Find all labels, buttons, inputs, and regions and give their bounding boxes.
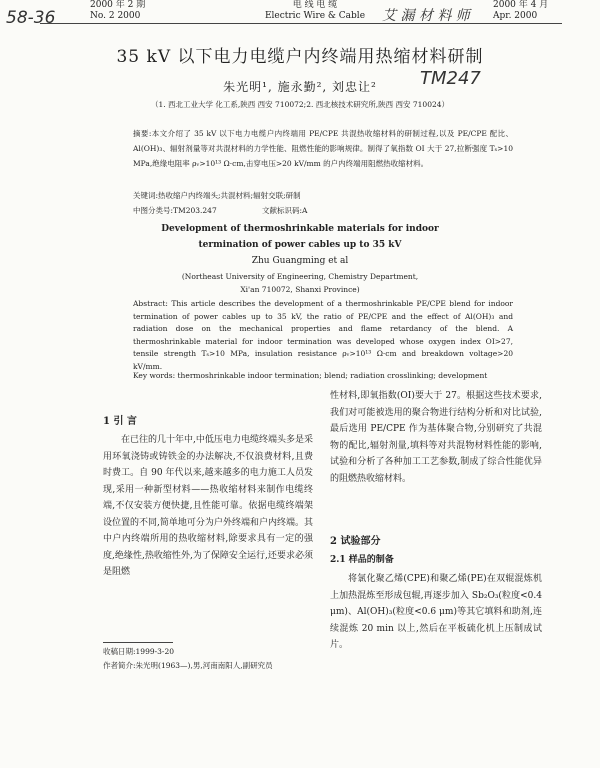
header-year-issue: 2000 年 2 期 [90, 0, 146, 10]
keywords-cn: 关键词:热收缩户内终端头;共混材料;辐射交联;研制 [133, 191, 301, 200]
section1-body: 在已往的几十年中,中低压电力电缆终端头多是采用环氧浇铸或铸铁金的办法解决,不仅浪费材料,且费时费工。自 90 年代以来,越来越多的电力施工人员发现,采用一种新型材料——热收缩材料来制作电缆终端,不仅安装方便快捷,且性能可靠。依据电缆终端架设位置的不同,简单地可分为户外终端和户内终端。其中户内终端所用的热收缩材料,除要求具有一定的强度,绝缘性,热收缩性外,为了保障安全运行,还要求必须是阻燃 [103, 435, 313, 577]
paper-title: 35 kV 以下电力电缆户内终端用热缩材料研制 [116, 47, 484, 67]
affiliation-en-line2: Xi'an 710072, Shanxi Province) [240, 285, 360, 294]
section21-heading: 2.1 样品的制备 [330, 555, 394, 565]
abstract-cn: 摘要:本文介绍了 35 kV 以下电力电缆户内终端用 PE/CPE 共混热收缩材料的研制过程,以及 PE/CPE 配比、Al(OH)₃、辐射剂量等对共混材料的力学性能、阻燃性能的影响规律。制得了氧指数 OI 大于 27,拉断强度 Tₛ>10 MPa,绝缘电阻率 ρᵥ>10¹³ Ω·cm,击穿电压>20 kV/mm 的户内终端用阻燃热收缩材料。 [133, 129, 513, 168]
section2-heading: 2 试验部分 [330, 536, 381, 547]
abstract-en: Abstract: This article describes the development of a thermoshrinkable PE/CPE blend for indoor termination of power cables up to 35 kV, the ratio of PE/CPE and the effect of Al(OH)₃ and radiation dose on the mechanical properties and flame retardancy of the blend. A thermoshrinkable material for indoor termination was developed whose oxygen index OI>27, tensile strength Tₛ>10 MPa, insulation resistance ρᵥ>10¹³ Ω·cm and breakdown voltage>20 kV/mm. [133, 299, 513, 371]
document-code: 文献标识码:A [262, 206, 308, 215]
footnote-author: 作者简介:朱光明(1963—),男,河南南阳人,副研究员 [103, 661, 273, 670]
footnote-received: 收稿日期:1999-3-20 [103, 647, 174, 656]
affiliation-en-line1: (Northeast University of Engineering, Chemistry Department, [181, 272, 419, 281]
header-journal-en: Electric Wire & Cable [264, 11, 366, 21]
paper-authors: 朱光明¹, 施永勤², 刘忠让² [223, 80, 377, 94]
section21-body: 将氯化聚乙烯(CPE)和聚乙烯(PE)在双辊混炼机上加热混炼至形成包辊,再逐步加入 Sb₂O₃(粒度<0.4 μm)、Al(OH)₃(粒度<0.6 μm)等其它填料和助剂,连续混炼 20 min 以上,然后在平板硫化机上压制成试片。 [330, 574, 542, 650]
header-date-cn: 2000 年 4 月 [493, 0, 549, 10]
classification-code: 中图分类号:TM203.247 [133, 206, 217, 215]
author-en: Zhu Guangming et al [251, 256, 349, 266]
header-issue-number: No. 2 2000 [90, 11, 141, 21]
handwritten-page-note: 58-36 [6, 8, 56, 28]
section1-heading: 1 引 言 [103, 416, 137, 427]
right-column-body: 性材料,即氧指数(OI)要大于 27。根据这些技术要求,我们对可能被选用的聚合物进行结构分析和对比试验,最后选用 PE/CPE 作为基体聚合物,分别研究了共混物的配比,辐射剂量,填料等对共混物材料性能的影响,试验和分析了各种加工工艺参数,制成了综合性能优异的阻燃热收缩材料。 [330, 391, 542, 484]
header-rule [40, 23, 562, 24]
title-en-line2: termination of power cables up to 35 kV [198, 240, 402, 250]
footnote-rule [103, 642, 173, 643]
paper-affiliation: （1. 西北工业大学 化工系,陕西 西安 710072;2. 西北核技术研究所,陕西 西安 710024） [150, 100, 450, 109]
header-date-en: Apr. 2000 [493, 11, 538, 21]
header-journal-cn: 电 线 电 缆 [292, 0, 338, 10]
title-en-line1: Development of thermoshrinkable materials for indoor [161, 224, 439, 234]
handwritten-header-note: 艾 漏 材 料 师 [382, 8, 470, 24]
handwritten-class-code: TM247 [420, 68, 481, 89]
keywords-en: Key words: thermoshrinkable indoor termination; blend; radiation crosslinking; development [133, 371, 488, 380]
